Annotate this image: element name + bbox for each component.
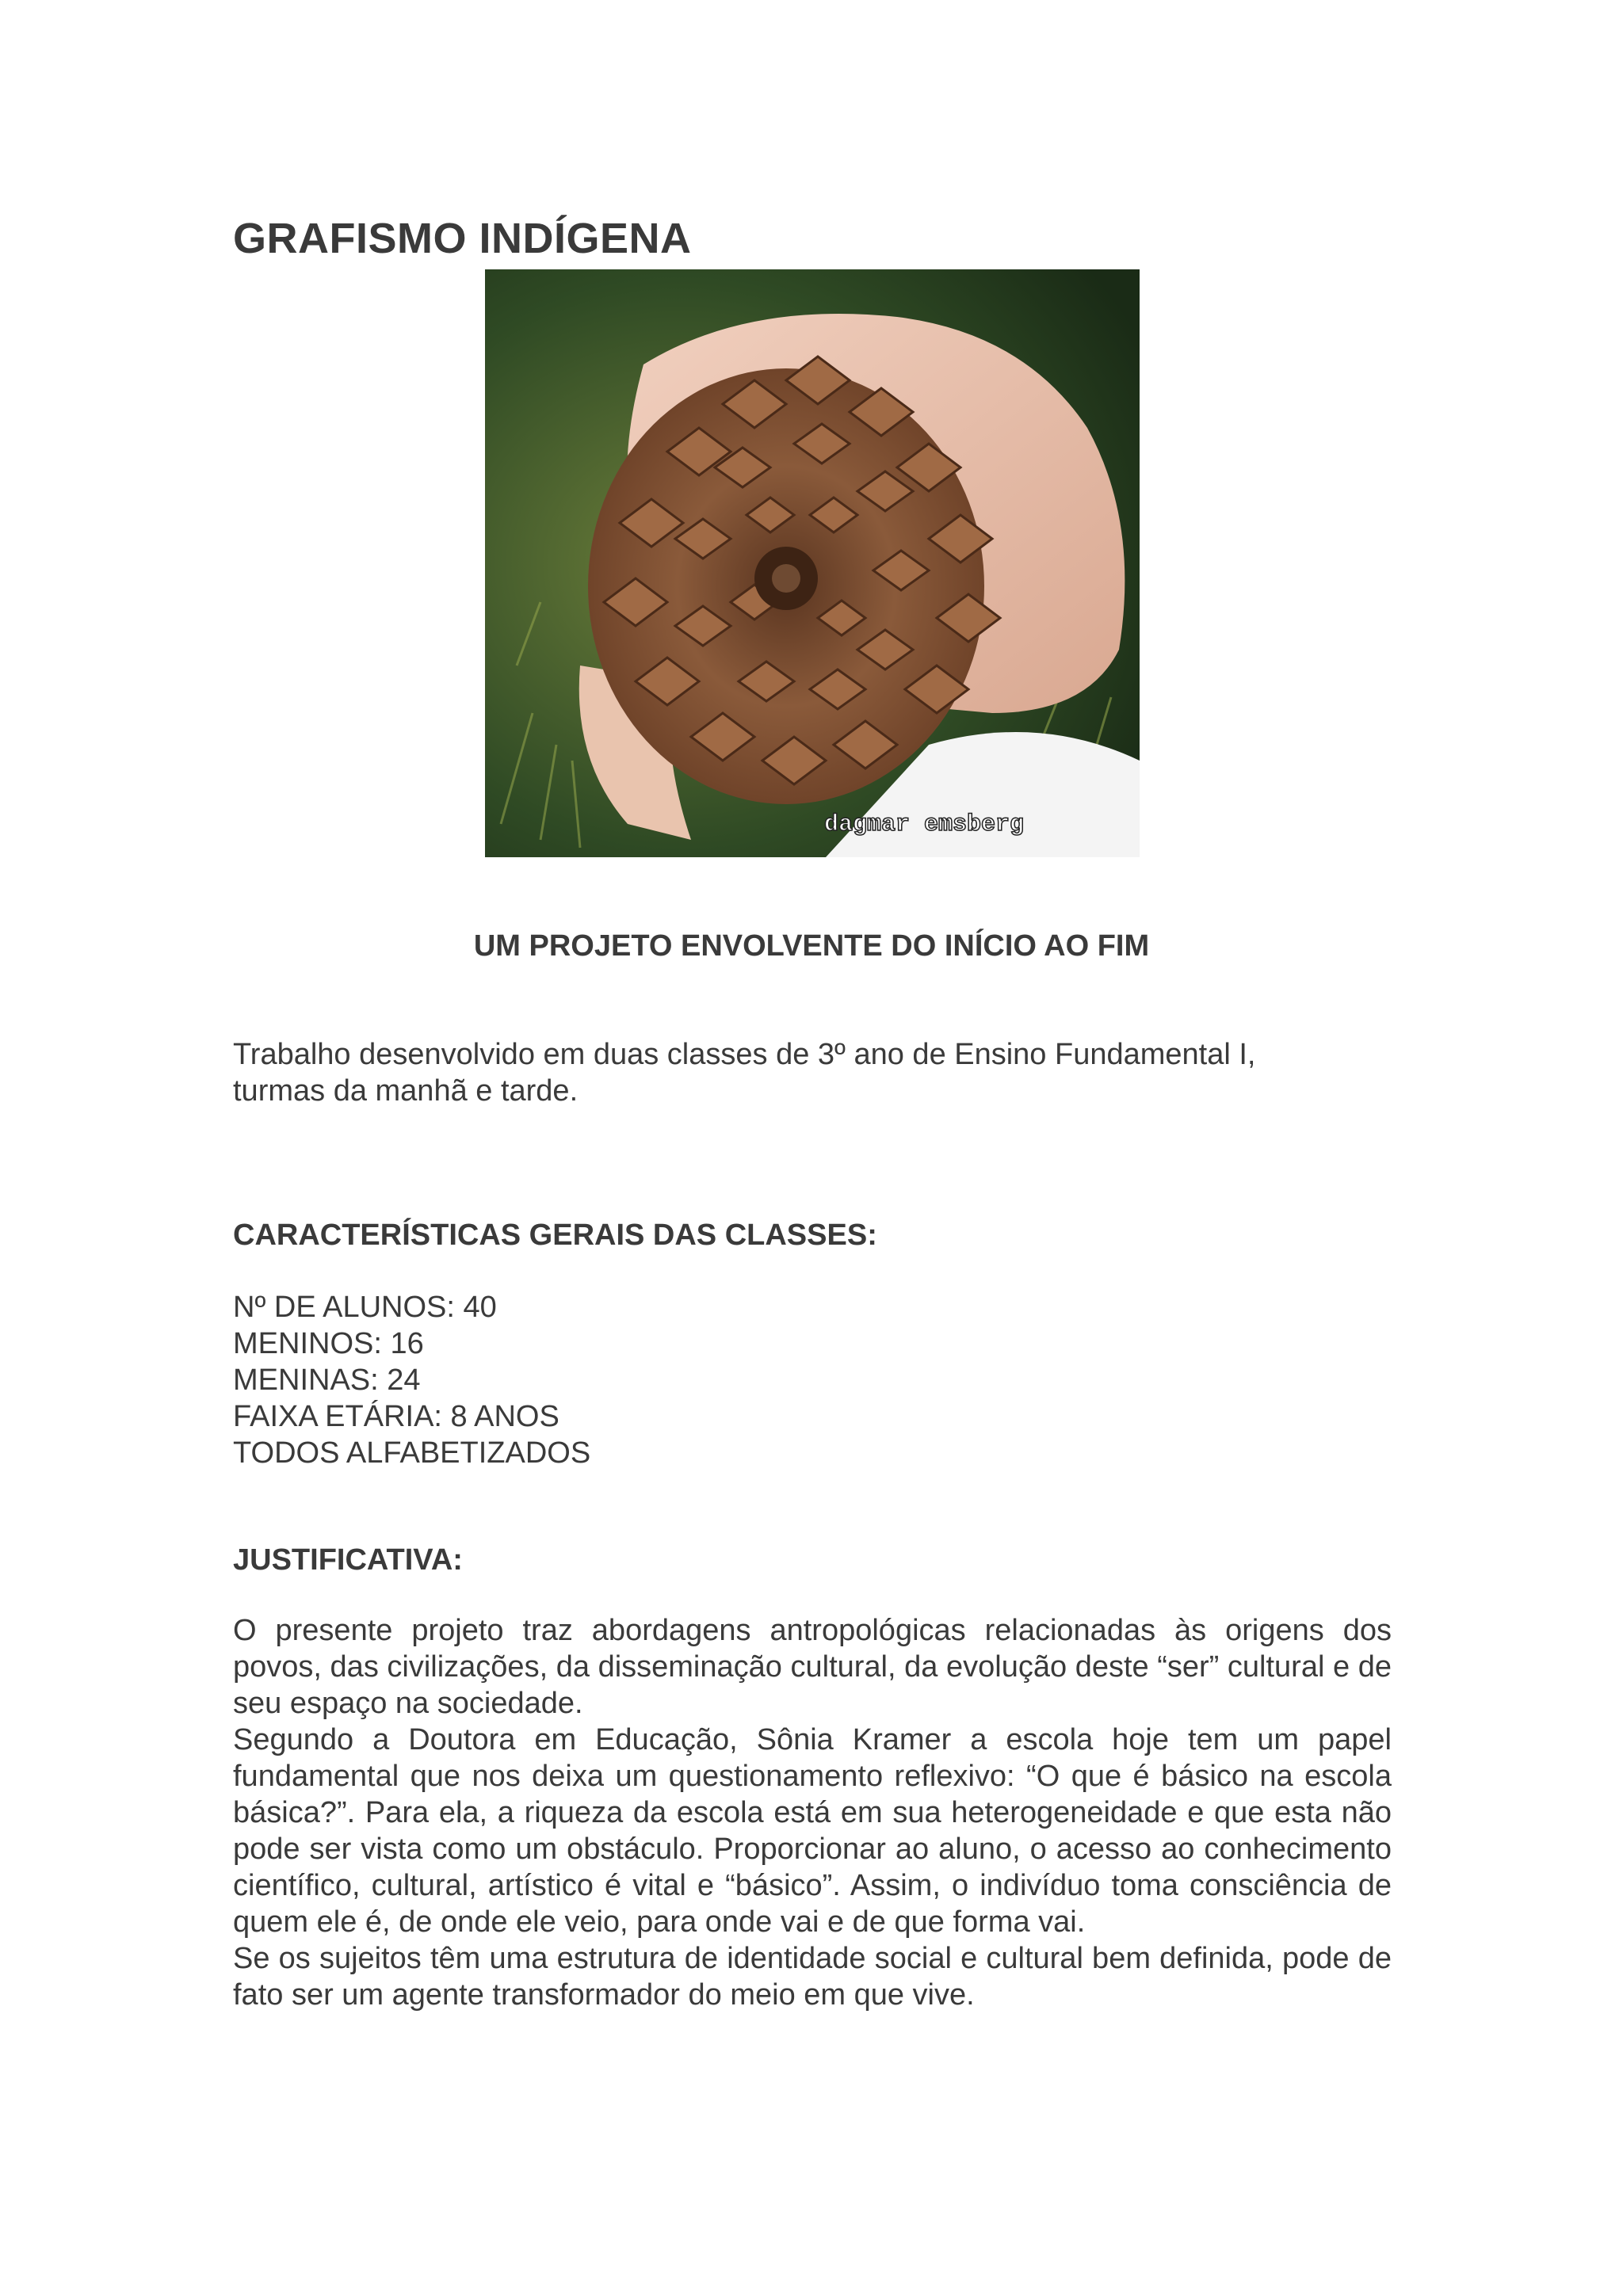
characteristics-list [233,1289,1392,1471]
document-subtitle: UM PROJETO ENVOLVENTE DO INÍCIO AO FIM [473,929,1150,963]
intro-line-1: Trabalho desenvolvido em duas classes de 3º ano de Ensino Fundamental I, [233,1038,1256,1071]
document-title: GRAFISMO INDÍGENA [233,215,692,262]
justification-heading: JUSTIFICATIVA: [233,1543,463,1577]
characteristic-item: MENINAS: 24 [233,1363,421,1397]
justification-text [233,1612,1392,2013]
justification-paragraph: O presente projeto traz abordagens antropológicas relacionadas às origens dos povos, das civilizações, da disseminação cultural, da evolução deste “ser” cultural e de seu espaço na sociedade. [233,1614,1392,1720]
justification-paragraph: Se os sujeitos têm uma estrutura de identidade social e cultural bem definida, pode de fato ser um agente transformador do meio em que vive. [233,1942,1392,2012]
pine-cone-illustration [485,269,1140,857]
photo-watermark: dagmar emsberg [824,811,1025,838]
characteristics-heading: CARACTERÍSTICAS GERAIS DAS CLASSES: [233,1219,877,1252]
characteristic-item: FAIXA ETÁRIA: 8 ANOS [233,1400,559,1433]
intro-line-2: turmas da manhã e tarde. [233,1074,579,1108]
characteristic-item: TODOS ALFABETIZADOS [233,1436,591,1470]
justification-paragraph: Segundo a Doutora em Educação, Sônia Kramer a escola hoje tem um papel fundamental que nos deixa um questionamento reflexivo: “O que é básico na escola básica?”. Para ela, a riqueza da escola está em sua heterogeneidade e que esta não pode ser vista como um obstáculo. Proporcionar ao aluno, o acesso ao conhecimento científico, cultural, artístico é vital e “básico”. Assim, o indivíduo toma consciência de quem ele é, de onde ele veio, para onde vai e de que forma vai. [233,1723,1392,1939]
intro-text [233,1036,1392,1109]
characteristic-item: MENINOS: 16 [233,1327,424,1360]
characteristic-item: Nº DE ALUNOS: 40 [233,1291,497,1324]
pine-cone-photo [485,269,1140,857]
